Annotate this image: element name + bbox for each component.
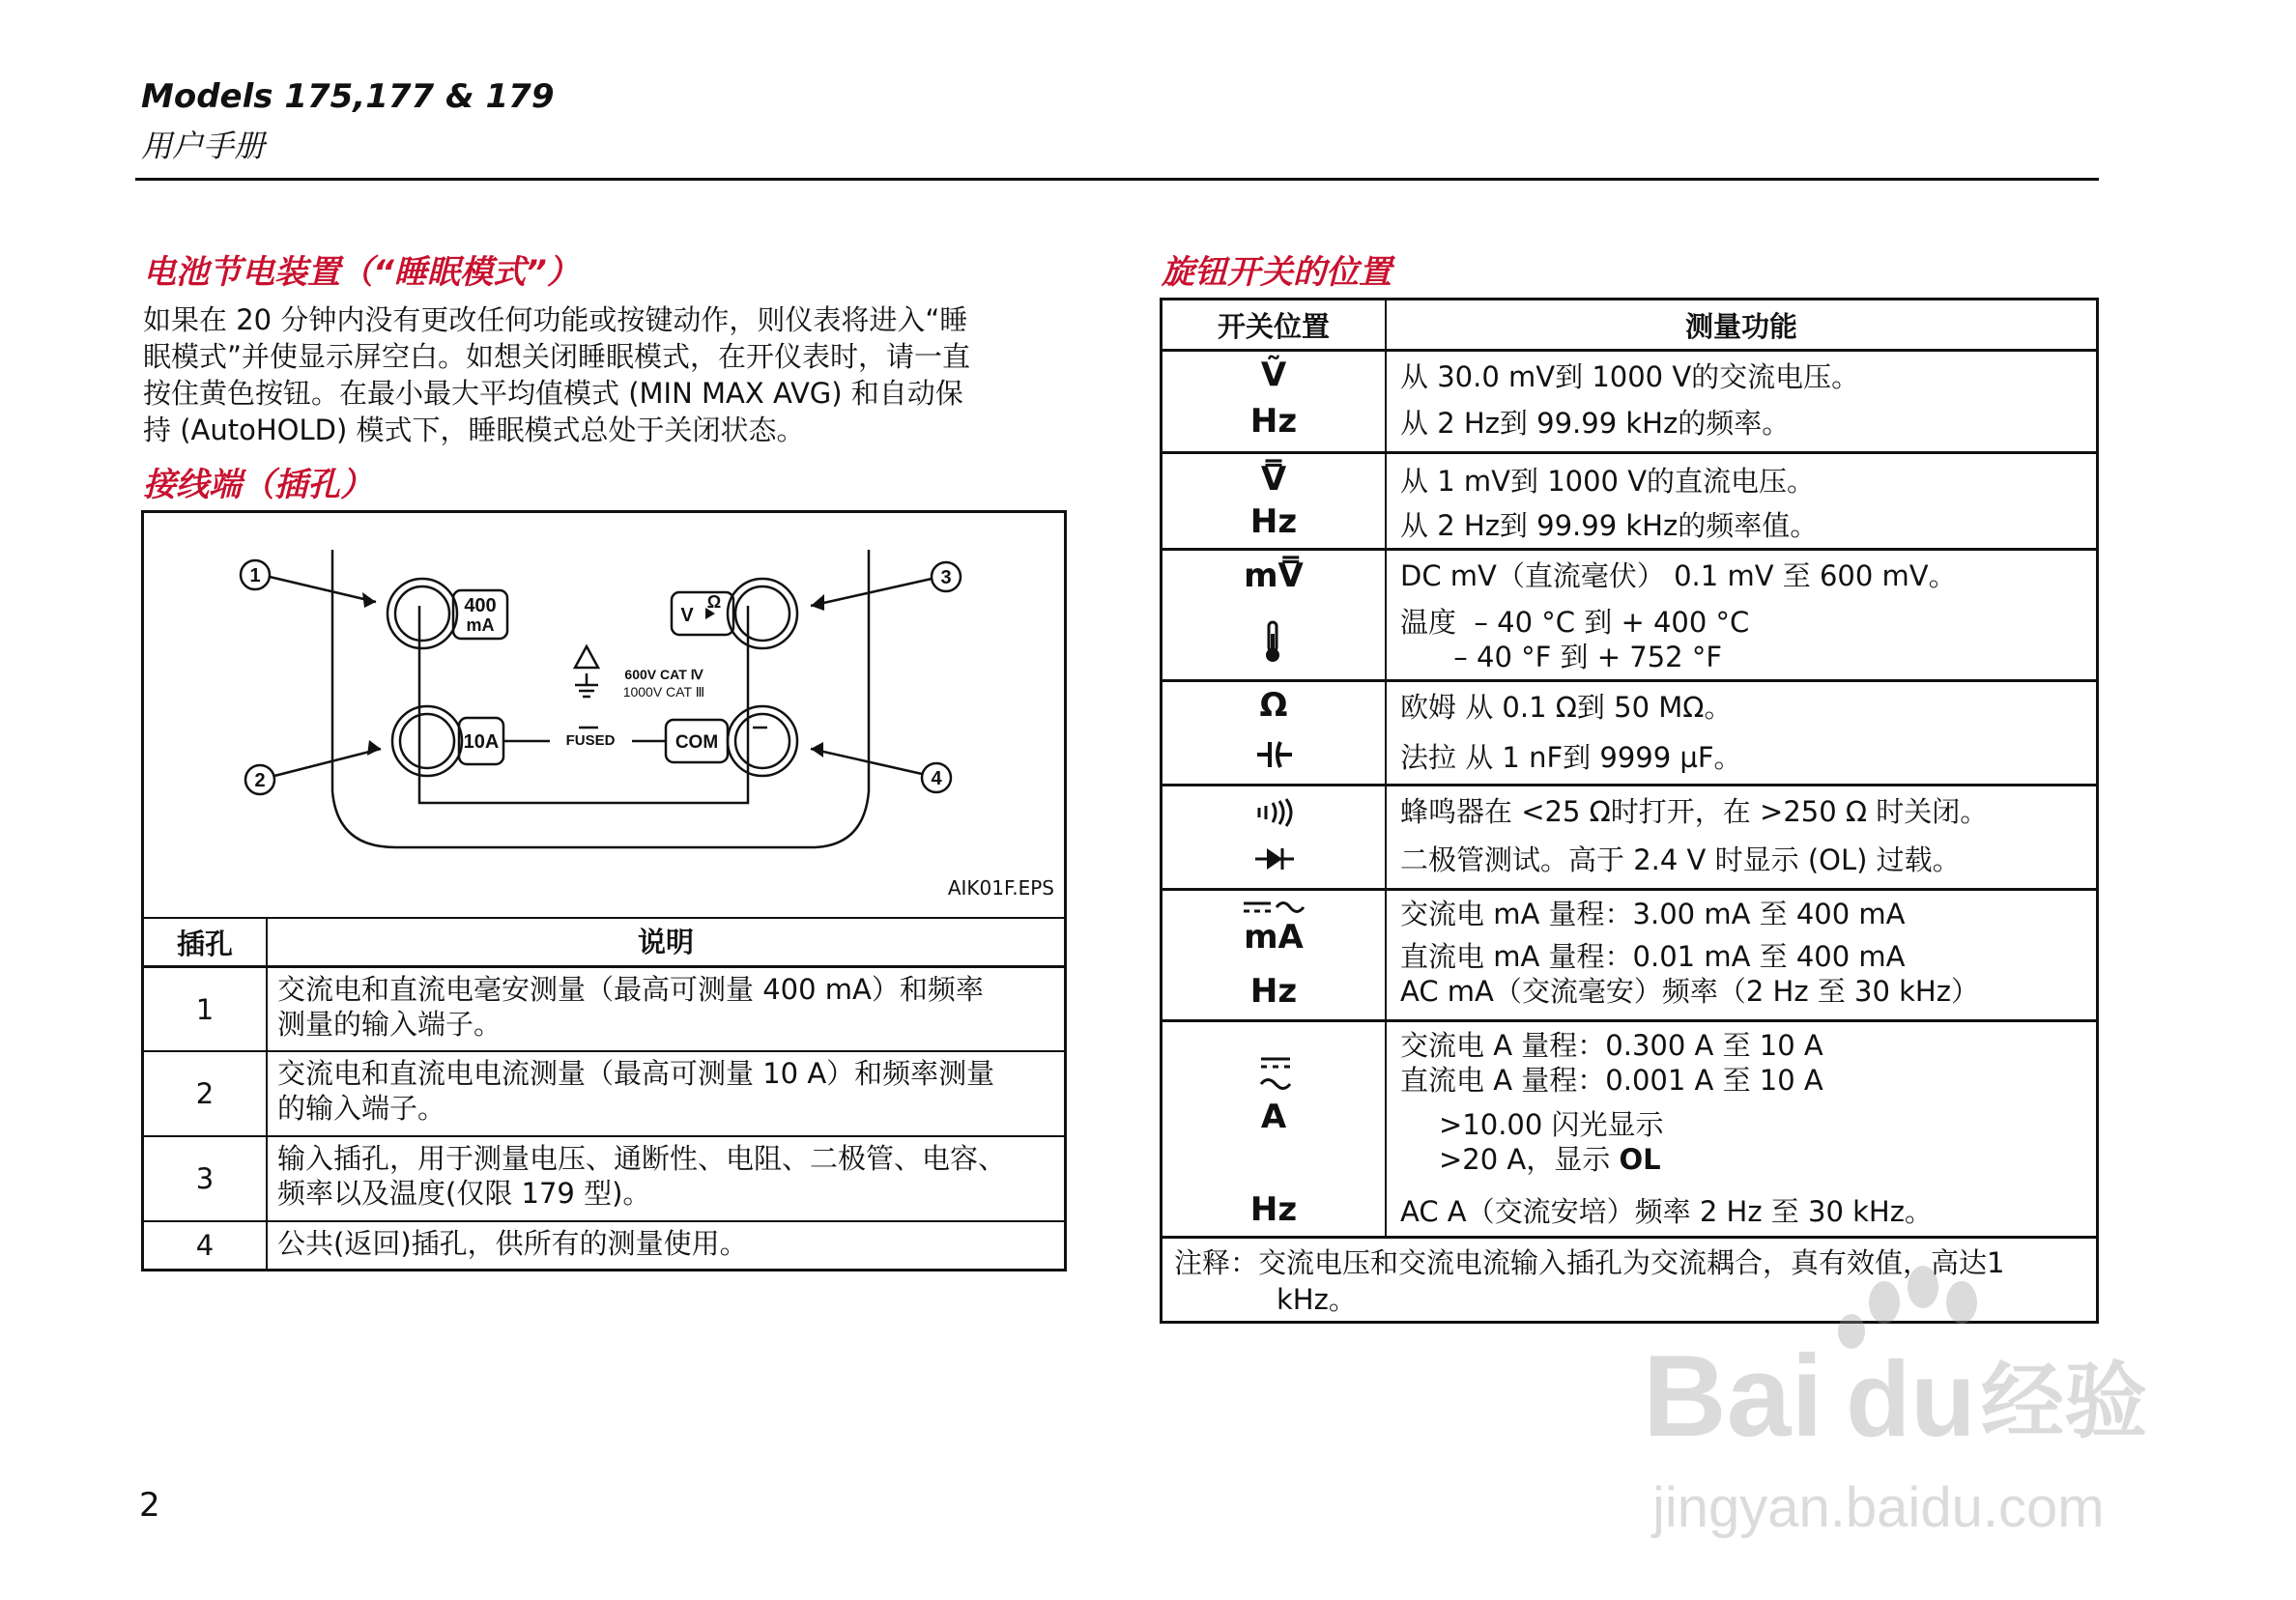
function-line: – 40 °F 到 + 752 °F <box>1400 641 1723 673</box>
col-header-desc: 说明 <box>637 926 694 958</box>
table-row <box>144 965 1064 1050</box>
table-row <box>1162 1019 2096 1236</box>
battery-line: 眠模式”并使显示屏空白。如想关闭睡眠模式，在开仪表时，请一直 <box>143 340 971 373</box>
callout-4: 4 <box>931 768 942 789</box>
table-row <box>1162 888 2096 1019</box>
jack-label-400: 400 <box>464 595 497 616</box>
jack-label-10a: 10A <box>463 731 500 753</box>
hz-symbol: Hz <box>1249 972 1298 1011</box>
col-header-position: 开关位置 <box>1162 300 1387 349</box>
note-line: 注释：交流电压和交流电流输入插孔为交流耦合，真有效值，高达1 <box>1174 1246 2005 1279</box>
function-line: 蜂鸣器在 <25 Ω时打开，在 >250 Ω 时关闭。 <box>1400 795 1989 828</box>
terminals-table <box>141 510 1067 1271</box>
jack-description <box>268 1052 1064 1135</box>
overload-ol: OL <box>1619 1143 1661 1176</box>
function-line: 从 30.0 mV到 1000 V的交流电压。 <box>1400 360 1860 393</box>
watermark-url: jingyan.baidu.com <box>1652 1476 2105 1539</box>
callout-1: 1 <box>249 565 261 586</box>
position-cell <box>1162 551 1387 679</box>
function-line: 温度 – 40 °C 到 + 400 °C <box>1400 606 1750 639</box>
col-header-jack: 插孔 <box>144 919 268 965</box>
function-cell <box>1387 682 2096 784</box>
col-header-function: 测量功能 <box>1684 309 1797 343</box>
amps-symbol: A <box>1260 1098 1287 1136</box>
table-row <box>1162 548 2096 679</box>
ac-dc-icon <box>1259 1055 1292 1094</box>
function-line: >10.00 闪光显示 <box>1439 1108 1664 1141</box>
function-cell <box>1387 786 2096 888</box>
battery-line: 如果在 20 分钟内没有更改任何功能或按键动作，则仪表将进入“睡 <box>143 303 968 336</box>
jack-number: 2 <box>144 1052 268 1135</box>
cat-rating-1: 600V CAT Ⅳ <box>624 667 703 682</box>
function-line: 交流电 A 量程：0.300 A 至 10 A <box>1400 1029 1823 1062</box>
jack-number: 1 <box>144 968 268 1050</box>
baidu-jingyan-watermark <box>1643 1266 2184 1546</box>
function-line: 欧姆 从 0.1 Ω到 50 MΩ。 <box>1400 691 1733 724</box>
hz-symbol: Hz <box>1249 1190 1298 1229</box>
function-cell <box>1387 454 2096 548</box>
overload-text: >20 A，显示 <box>1439 1143 1620 1176</box>
cat-rating-2: 1000V CAT Ⅲ <box>622 684 705 700</box>
terminals-table-header <box>144 917 1064 965</box>
function-line: 直流电 A 量程：0.001 A 至 10 A <box>1400 1064 1823 1097</box>
desc-line: 输入插孔，用于测量电压、通断性、电阻、二极管、电容、 <box>277 1142 1007 1175</box>
table-row <box>144 1050 1064 1135</box>
hz-symbol: Hz <box>1249 502 1298 541</box>
watermark-du: du <box>1846 1340 1976 1459</box>
capacitor-icon <box>1257 738 1292 771</box>
desc-line: 交流电和直流电毫安测量（最高可测量 400 mA）和频率 <box>277 973 984 1006</box>
table-row <box>1162 679 2096 784</box>
document-title: Models 175,177 & 179 <box>141 77 555 116</box>
figure-label: AIK01F.EPS <box>947 876 1054 900</box>
function-line: 从 2 Hz到 99.99 kHz的频率值。 <box>1400 509 1819 542</box>
watermark-brand: Bai <box>1643 1331 1823 1461</box>
function-line: 从 2 Hz到 99.99 kHz的频率。 <box>1400 407 1791 440</box>
table-row <box>1162 451 2096 548</box>
jack-number: 4 <box>144 1222 268 1269</box>
page-number: 2 <box>139 1486 160 1525</box>
dc-millivolts-symbol: mV̿ <box>1244 557 1304 595</box>
desc-line: 测量的输入端子。 <box>277 1008 502 1041</box>
function-line <box>1439 1138 1661 1178</box>
jack-label-ohm: Ω <box>706 592 722 612</box>
thermometer-icon <box>1261 620 1284 663</box>
position-cell <box>1162 1022 1387 1236</box>
position-cell <box>1162 352 1387 451</box>
function-cell <box>1387 551 2096 679</box>
milliamps-symbol: mA <box>1244 918 1304 957</box>
table-row <box>144 1135 1064 1220</box>
position-cell <box>1162 682 1387 784</box>
switch-table-header <box>1162 300 2096 349</box>
desc-line: 频率以及温度(仅限 179 型)。 <box>277 1177 651 1210</box>
desc-line: 交流电和直流电电流测量（最高可测量 10 A）和频率测量 <box>277 1057 995 1090</box>
note-line: kHz。 <box>1277 1283 1357 1316</box>
diode-icon <box>1255 844 1294 873</box>
function-line: 法拉 从 1 nF到 9999 µF。 <box>1400 741 1742 774</box>
function-line: 交流电 mA 量程：3.00 mA 至 400 mA <box>1400 898 1906 930</box>
document-subtitle: 用户手册 <box>141 128 266 164</box>
dc-volts-symbol: V̿ <box>1260 460 1287 499</box>
desc-line: 公共(返回)插孔，供所有的测量使用。 <box>277 1227 748 1260</box>
jack-number: 3 <box>144 1137 268 1220</box>
jack-description <box>268 1222 1064 1269</box>
table-row <box>1162 784 2096 888</box>
function-line: AC mA（交流毫安）频率（2 Hz 至 30 kHz） <box>1400 975 1979 1008</box>
function-line: 从 1 mV到 1000 V的直流电压。 <box>1400 465 1816 498</box>
terminals-heading: 接线端（插孔） <box>143 466 373 504</box>
jack-label-com: COM <box>674 732 719 753</box>
battery-line: 按住黄色按钮。在最小最大平均值模式 (MIN MAX AVG) 和自动保 <box>143 377 963 410</box>
jack-description <box>268 1137 1064 1220</box>
ac-volts-symbol: Ṽ <box>1260 356 1287 394</box>
terminals-diagram <box>144 513 1064 917</box>
header-rule <box>135 178 2099 181</box>
function-line: AC A（交流安培）频率 2 Hz 至 30 kHz。 <box>1400 1195 1933 1228</box>
jack-label-v: V <box>680 605 694 626</box>
function-cell <box>1387 891 2096 1019</box>
position-cell <box>1162 454 1387 548</box>
jack-label-ma: mA <box>466 615 495 635</box>
desc-line: 的输入端子。 <box>277 1092 446 1125</box>
callout-2: 2 <box>254 770 266 791</box>
position-cell <box>1162 891 1387 1019</box>
jack-description <box>268 968 1064 1050</box>
table-row <box>1162 349 2096 451</box>
function-cell <box>1387 1022 2096 1236</box>
hz-symbol: Hz <box>1249 402 1298 441</box>
battery-paragraph <box>143 301 1069 448</box>
function-cell <box>1387 352 2096 451</box>
ohm-symbol: Ω <box>1259 686 1288 725</box>
callout-3: 3 <box>940 567 952 588</box>
switch-table <box>1160 298 2099 1324</box>
fused-label: FUSED <box>565 732 616 749</box>
function-line: 二极管测试。高于 2.4 V 时显示 (OL) 过载。 <box>1400 843 1961 876</box>
continuity-beeper-icon <box>1255 798 1294 827</box>
battery-line: 持 (AutoHOLD) 模式下，睡眠模式总处于关闭状态。 <box>143 414 805 446</box>
table-row <box>144 1220 1064 1269</box>
watermark-jingyan: 经验 <box>1981 1356 2147 1448</box>
battery-heading: 电池节电装置（“睡眠模式”） <box>143 253 580 292</box>
ac-dc-icon <box>1242 899 1306 916</box>
position-cell <box>1162 786 1387 888</box>
function-line: DC mV（直流毫伏） 0.1 mV 至 600 mV。 <box>1400 559 1957 592</box>
function-line: 直流电 mA 量程：0.01 mA 至 400 mA <box>1400 940 1906 973</box>
switch-heading: 旋钮开关的位置 <box>1162 253 1392 292</box>
